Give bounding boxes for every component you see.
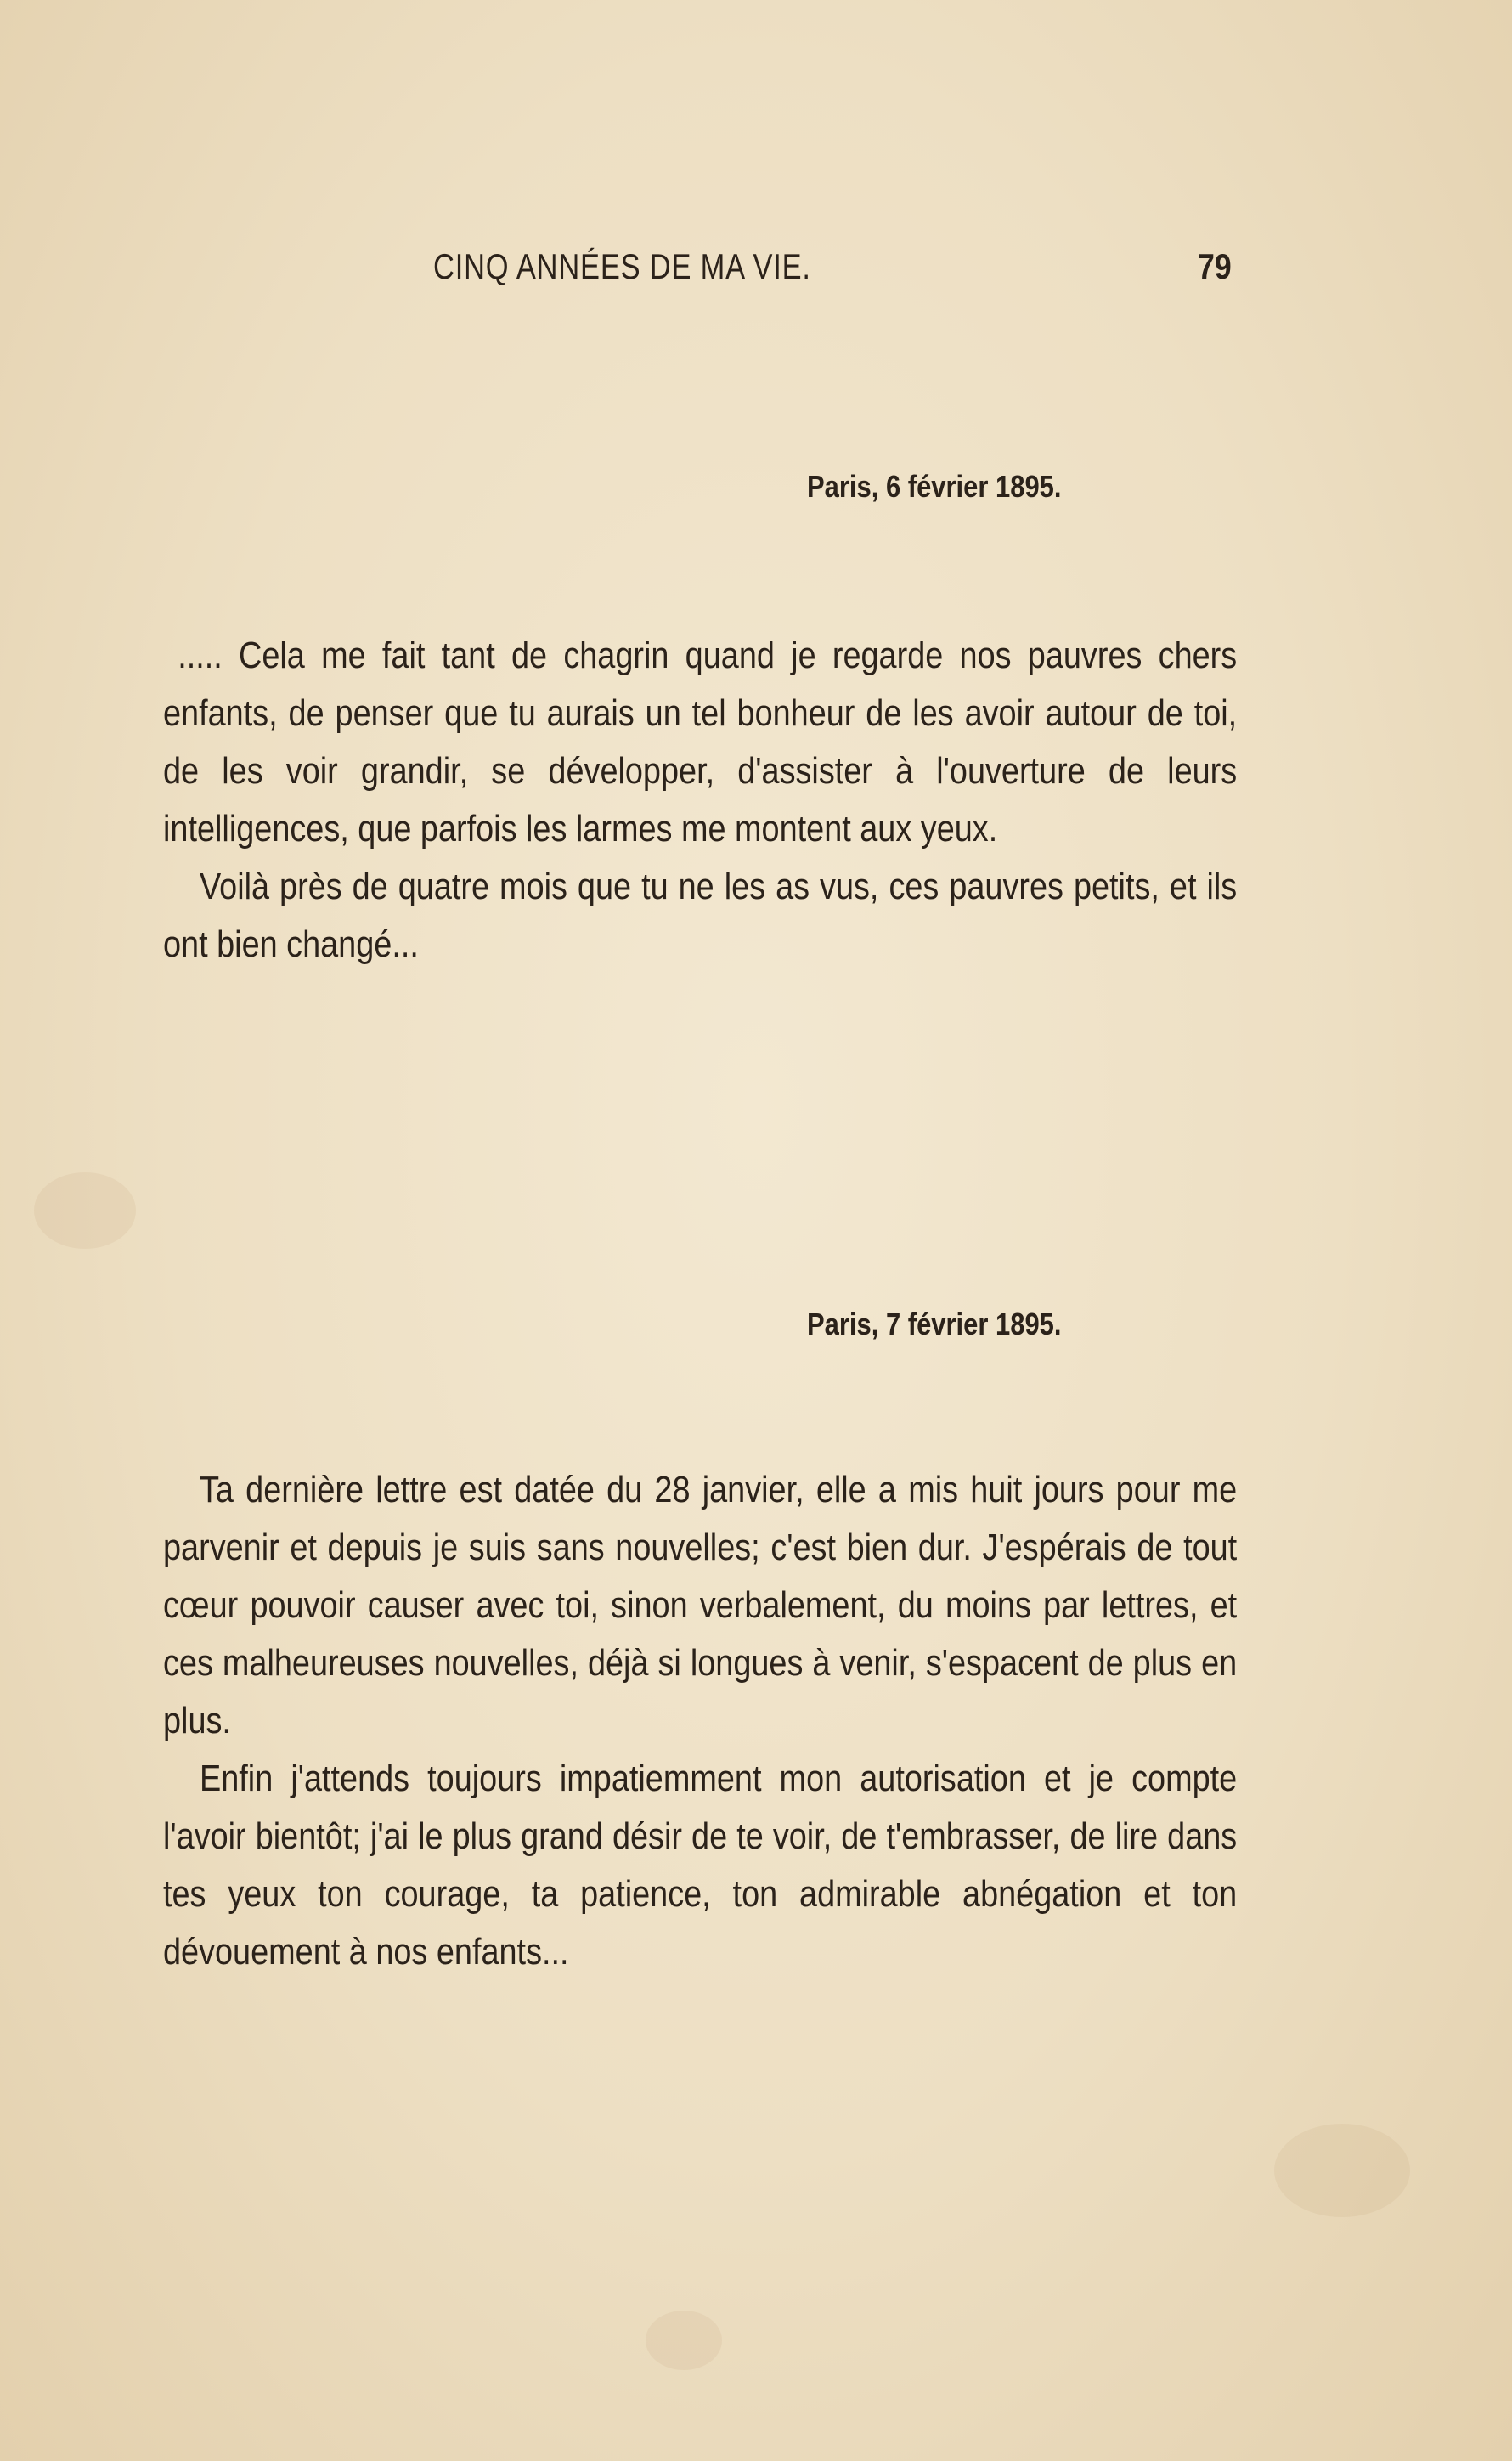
running-head [161, 246, 1232, 297]
dateline-2: Paris, 7 février 1895. [807, 1307, 1062, 1341]
paper-stain [646, 2311, 722, 2370]
paragraph: Enfin j'attends toujours impatiemment mon autorisation et je compte l'avoir bientôt; j'ai le plus grand désir de te voir, de t'embrasser, de lire dans tes yeux ton courage, ta patience, ton admirable abnégation et ton dévouement à nos enfants... [163, 1758, 1238, 1973]
paper-stain [34, 1172, 136, 1249]
running-title: CINQ ANNÉES DE MA VIE. [433, 246, 811, 286]
paper-stain [1274, 2124, 1410, 2217]
dateline-1: Paris, 6 février 1895. [807, 469, 1062, 504]
paragraph: Ta dernière lettre est datée du 28 janvier, elle a mis huit jours pour me parvenir et depuis je suis sans nouvelles; c'est bien dur. J'espérais de tout cœur pouvoir causer avec toi, sinon verbalement, du moins par lettres, et ces malheureuses nouvelles, déjà si longues à venir, s'espacent de plus en plus. [163, 1469, 1238, 1741]
paragraph: Voilà près de quatre mois que tu ne les as vus, ces pauvres petits, et ils ont bien changé... [163, 866, 1238, 965]
letter-2-body [163, 1461, 1237, 1981]
letter-1-body [163, 627, 1237, 974]
paragraph: ..... Cela me fait tant de chagrin quand je regarde nos pauvres chers enfants, de penser que tu aurais un tel bonheur de les avoir autour de toi, de les voir grandir, se développer, d'assister à l'ouverture de leurs intelligences, que parfois les larmes me montent aux yeux. [163, 635, 1238, 849]
page-number: 79 [1198, 246, 1232, 286]
